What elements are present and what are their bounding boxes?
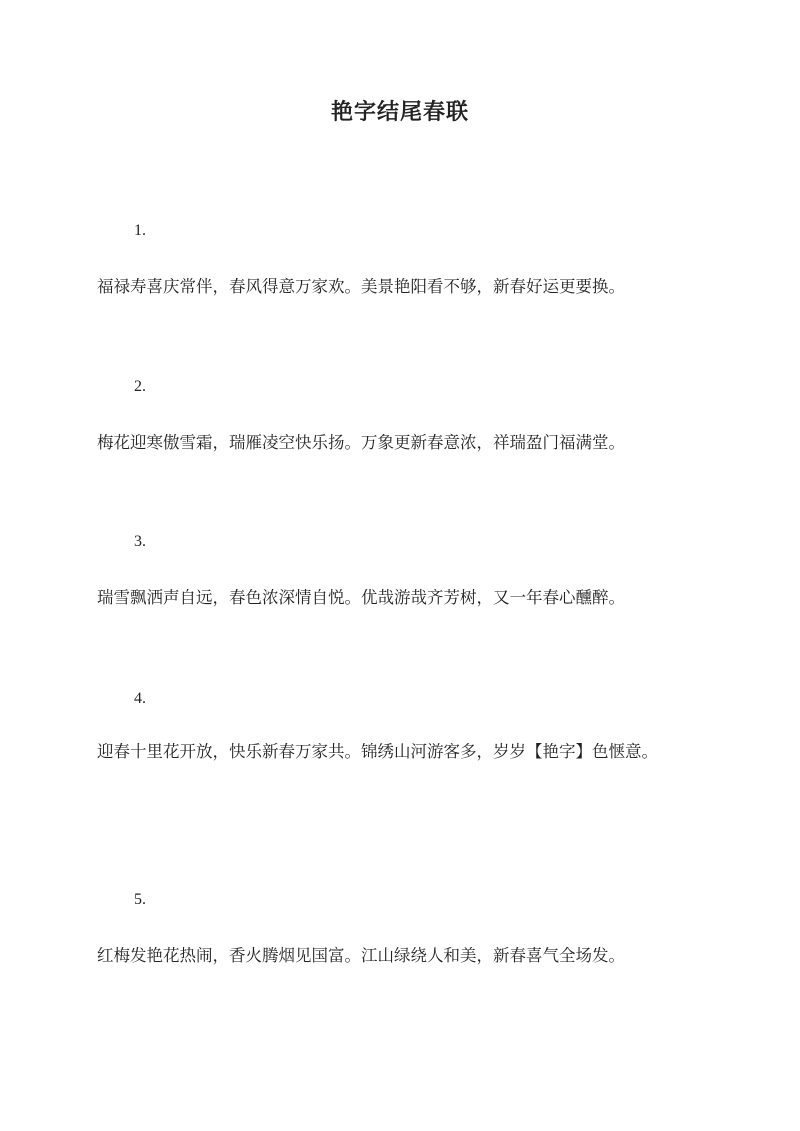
entry-number: 1. — [134, 222, 146, 239]
entry-number: 3. — [134, 533, 146, 550]
entry-number: 5. — [134, 891, 146, 908]
entry-text: 迎春十里花开放，快乐新春万家共。锦绣山河游客多，岁岁【艳字】色惬意。 — [97, 742, 658, 761]
entry-number: 4. — [134, 690, 146, 707]
couplet-entry — [97, 377, 707, 456]
document-title: 艳字结尾春联 — [330, 99, 469, 125]
entry-text: 梅花迎寒傲雪霜，瑞雁凌空快乐扬。万象更新春意浓，祥瑞盈门福满堂。 — [97, 433, 625, 452]
couplet-entry — [97, 689, 707, 779]
entry-number: 2. — [134, 378, 146, 395]
entry-text: 红梅发艳花热闹，香火腾烟见国富。江山绿绕人和美，新春喜气全场发。 — [97, 946, 625, 965]
entry-text: 瑞雪飘洒声自远，春色浓深情自悦。优哉游哉齐芳树，又一年春心醺醉。 — [97, 588, 625, 607]
couplet-entry — [97, 221, 707, 300]
couplet-entry — [97, 890, 707, 969]
couplet-entry — [97, 532, 707, 611]
entry-text: 福禄寿喜庆常伴，春风得意万家欢。美景艳阳看不够，新春好运更要换。 — [97, 277, 625, 296]
